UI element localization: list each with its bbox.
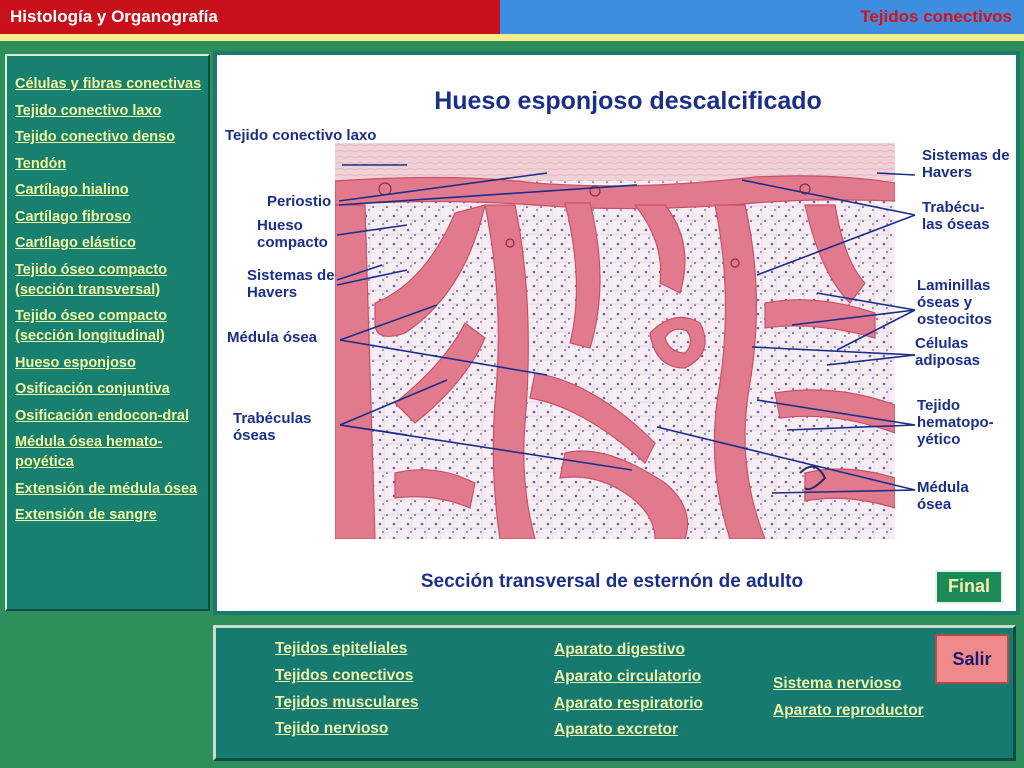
label-medula-osea-right: Médula ósea xyxy=(917,479,969,513)
exit-button[interactable]: Salir xyxy=(935,634,1009,684)
header-divider xyxy=(0,34,1024,41)
label-periostio: Periostio xyxy=(267,193,332,210)
final-button[interactable]: Final xyxy=(935,570,1003,604)
label-trabeculas-left: Trabéculas óseas xyxy=(233,410,312,444)
page-title: Hueso esponjoso descalcificado xyxy=(434,87,822,115)
label-tejido-conectivo-laxo: Tejido conectivo laxo xyxy=(225,127,377,144)
sidebar-item-oseo-compacto-longitudinal[interactable]: Tejido óseo compacto (sección longitudinal) xyxy=(15,308,168,344)
label-sistemas-havers-right: Sistemas de Havers xyxy=(922,147,1010,181)
nav-tejidos-conectivos[interactable]: Tejidos conectivos xyxy=(275,667,414,684)
sidebar-item-extension-sangre[interactable]: Extensión de sangre xyxy=(15,507,157,523)
sidebar-item-conectivo-laxo[interactable]: Tejido conectivo laxo xyxy=(15,102,162,119)
nav-aparato-respiratorio[interactable]: Aparato respiratorio xyxy=(554,695,704,712)
sidebar-item-osificacion-endocondral[interactable]: Osificación endocon-dral xyxy=(15,407,190,424)
sidebar-item-cartilago-hialino[interactable]: Cartílago hialino xyxy=(15,182,129,198)
label-celulas-adiposas: Células adiposas xyxy=(915,335,981,369)
app-title: Histología y Organografía xyxy=(0,0,500,34)
nav-aparato-reproductor[interactable]: Aparato reproductor xyxy=(773,702,924,719)
nav-tejidos-musculares[interactable]: Tejidos musculares xyxy=(275,694,419,711)
bottom-nav xyxy=(213,625,1016,761)
label-hueso-compacto: Hueso compacto xyxy=(257,217,328,251)
nav-aparato-circulatorio[interactable]: Aparato circulatorio xyxy=(554,668,702,685)
top-bar xyxy=(0,0,1024,34)
micrograph-image xyxy=(335,143,895,539)
sidebar-item-celulas-fibras[interactable]: Células y fibras conectivas xyxy=(15,76,202,92)
sidebar-item-osificacion-conjuntiva[interactable]: Osificación conjuntiva xyxy=(15,381,170,397)
label-tejido-hematopoyetico: Tejido hematopo-yético xyxy=(917,397,994,448)
nav-aparato-digestivo[interactable]: Aparato digestivo xyxy=(554,641,685,658)
nav-tejido-nervioso[interactable]: Tejido nervioso xyxy=(275,720,389,737)
section-title: Tejidos conectivos xyxy=(500,0,1024,34)
label-laminillas: Laminillas óseas y osteocitos xyxy=(917,277,993,328)
sidebar-item-cartilago-elastico[interactable]: Cartílago elástico xyxy=(15,235,136,251)
nav-tejidos-epiteliales[interactable]: Tejidos epiteliales xyxy=(275,640,408,657)
sidebar-item-extension-medula[interactable]: Extensión de médula ósea xyxy=(15,480,198,497)
sidebar-item-hueso-esponjoso[interactable]: Hueso esponjoso xyxy=(15,354,136,371)
main-panel xyxy=(213,51,1020,615)
sidebar xyxy=(5,54,210,611)
sidebar-item-medula-hematopoyetica[interactable]: Médula ósea hemato-poyética xyxy=(15,434,163,470)
image-caption: Sección transversal de esternón de adulto xyxy=(420,571,804,592)
label-trabeculas-right: Trabécu-las óseas xyxy=(922,199,990,233)
sidebar-item-conectivo-denso[interactable]: Tejido conectivo denso xyxy=(15,129,176,145)
sidebar-item-oseo-compacto-transversal[interactable]: Tejido óseo compacto (sección transversal) xyxy=(15,261,168,298)
sidebar-item-cartilago-fibroso[interactable]: Cartílago fibroso xyxy=(15,208,132,225)
sidebar-item-tendon[interactable]: Tendón xyxy=(15,155,67,172)
label-medula-osea-left: Médula ósea xyxy=(227,329,318,346)
nav-sistema-nervioso[interactable]: Sistema nervioso xyxy=(773,675,902,692)
label-sistemas-havers-left: Sistemas de Havers xyxy=(247,267,335,301)
nav-aparato-excretor[interactable]: Aparato excretor xyxy=(554,721,679,738)
